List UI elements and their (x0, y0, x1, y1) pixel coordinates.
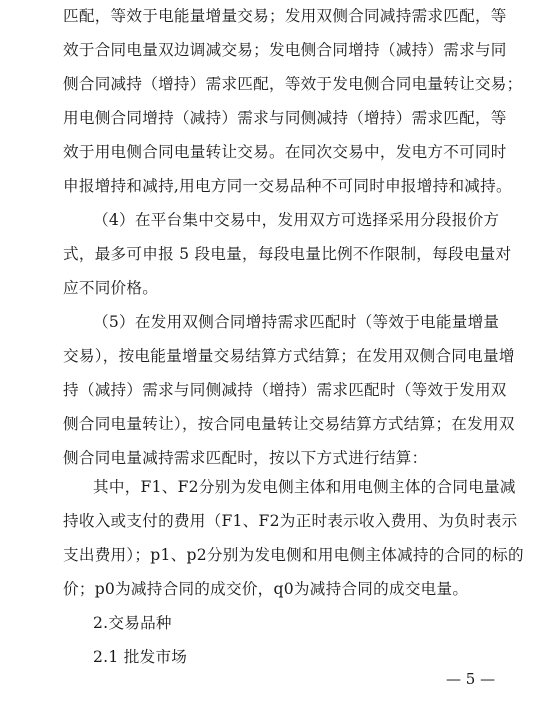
paragraph-5-line-3: 持（减持）需求与同侧减持（增持）需求匹配时（等效于发用双 (63, 381, 507, 399)
paragraph-5-line-1: （5）在发用双侧合同增持需求匹配时（等效于电能量增量 (93, 313, 500, 331)
explanation-line-4: 价；p0为减持合同的成交价，q0为减持合同的成交电量。 (63, 580, 469, 598)
page-number: — 5 — (446, 670, 496, 688)
explanation-line-3: 支出费用）；p1、p2分别为发电侧和用电侧主体减持的合同的标的 (63, 546, 524, 564)
paragraph-5-line-5: 侧合同电量减持需求匹配时，按以下方式进行结算： (63, 449, 428, 467)
paragraph-4-line-1: （4）在平台集中交易中，发用双方可选择采用分段报价方 (93, 211, 500, 229)
body-line-5: 效于用电侧合同电量转让交易。在同次交易中，发电方不可同时 (63, 143, 507, 161)
body-line-6: 申报增持和减持,用电方同一交易品种不可同时申报增持和减持。 (63, 177, 512, 195)
body-line-1: 匹配，等效于电能量增量交易；发用双侧合同减持需求匹配，等 (63, 7, 507, 25)
body-line-2: 效于合同电量双边调减交易；发电侧合同增持（减持）需求与同 (63, 41, 507, 59)
explanation-line-1: 其中，F1、F2分别为发电侧主体和用电侧主体的合同电量减 (93, 478, 516, 496)
subsection-heading-2-1: 2.1 批发市场 (93, 648, 188, 666)
paragraph-4-line-2: 式，最多可申报 5 段电量，每段电量比例不作限制，每段电量对 (63, 245, 512, 263)
body-line-4: 用电侧合同增持（减持）需求与同侧减持（增持）需求匹配，等 (63, 109, 507, 127)
section-heading-2: 2.交易品种 (93, 614, 172, 632)
paragraph-4-line-3: 应不同价格。 (63, 279, 159, 297)
paragraph-5-line-4: 侧合同电量转让），按合同电量转让交易结算方式结算；在发用双 (63, 415, 515, 433)
body-line-3: 侧合同减持（增持）需求匹配，等效于发电侧合同电量转让交易； (63, 75, 523, 93)
paragraph-5-line-2: 交易），按电能量增量交易结算方式结算；在发用双侧合同电量增 (63, 347, 515, 365)
explanation-line-2: 持收入或支付的费用（F1、F2为正时表示收入费用、为负时表示 (63, 512, 518, 530)
